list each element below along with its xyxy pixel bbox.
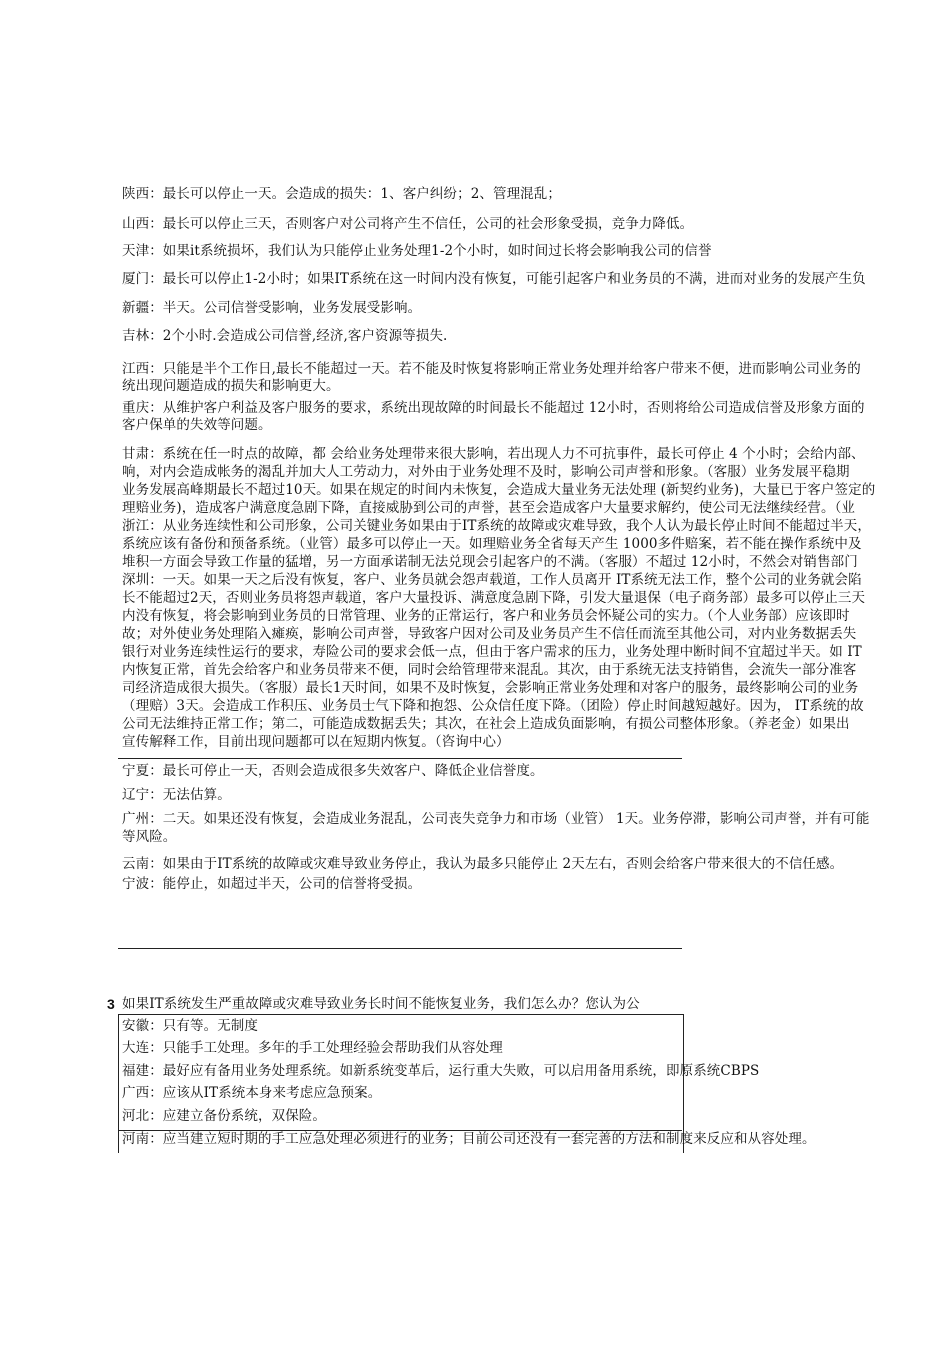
response-shenzhen-line-3: 内没有恢复，将会影响到业务员的日常管理、业务的正常运行，客户和业务员会怀疑公司的实力。（个人业务部）应该即时 xyxy=(122,608,850,624)
response-shenzhen-line-7: 司经济造成很大损失。（客服）最长1天时间，如果不及时恢复，会影响正常业务处理和对客户的服务，最终影响公司的业务 xyxy=(122,680,859,696)
question-text: 如果IT系统发生严重故障或灾难导致业务长时间不能恢复业务，我们怎么办？您认为公 xyxy=(122,996,640,1012)
response-zhejiang-line-2: 系统应该有备份和预备系统。（业管）最多可以停止一天。如理赔业务全省每天产生 1000多件赔案，若不能在操作系统中及 xyxy=(122,536,862,552)
separator-line xyxy=(118,758,682,759)
response-guangzhou-line-1: 广州：二天。如果还没有恢复，会造成业务混乱，公司丧失竞争力和市场（业管） 1天。业务停滞，影响公司声誉，并有可能 xyxy=(122,811,870,827)
response-ningbo: 宁波：能停止，如超过半天，公司的信誉将受损。 xyxy=(122,876,422,892)
response-henan: 河南：应当建立短时期的手工应急处理必须进行的业务；目前公司还没有一套完善的方法和制度来反应和从容处理。 xyxy=(122,1131,816,1147)
response-fujian: 福建：最好应有备用业务处理系统。如新系统变革后，运行重大失败，可以启用备用系统，即原系统CBPS xyxy=(122,1063,760,1079)
response-ningxia: 宁夏：最长可停止一天，否则会造成很多失效客户、降低企业信誉度。 xyxy=(122,763,544,779)
response-guangxi: 广西：应该从IT系统本身来考虑应急预案。 xyxy=(122,1085,382,1101)
question-number: 3 xyxy=(107,996,115,1012)
response-chongqing-line-1: 重庆：从维护客户利益及客户服务的要求，系统出现故障的时间最长不能超过 12小时，否则将给公司造成信誉及形象方面的 xyxy=(122,400,865,416)
response-hebei: 河北：应建立备份系统，双保险。 xyxy=(122,1108,326,1124)
response-shaanxi: 陕西：最长可以停止一天。会造成的损失：1、客户纠纷；2、管理混乱； xyxy=(122,186,561,202)
response-gansu-line-1: 甘肃：系统在任一时点的故障，都 会给业务处理带来很大影响，若出现人力不可抗事件，最长可停止 4 个小时；会给内部、 xyxy=(122,446,865,462)
response-gansu-line-4: 理赔业务)，造成客户满意度急剧下降，直接威胁到公司的声誉，甚至会造成客户大量要求解约，使公司无法继续经营。（业 xyxy=(122,500,856,516)
response-dalian: 大连：只能手工处理。多年的手工处理经验会帮助我们从容处理 xyxy=(122,1040,503,1056)
section-end-line xyxy=(118,948,682,949)
response-shenzhen-line-2: 长不能超过2天，否则业务员将怨声载道，客户大量投诉、满意度急剧下降，引发大量退保（电子商务部）最多可以停止三天 xyxy=(122,590,866,606)
response-tianjin: 天津：如果it系统损坏，我们认为只能停止业务处理1-2个小时，如时间过长将会影响我公司的信誉 xyxy=(122,243,712,259)
response-guangzhou-line-2: 等风险。 xyxy=(122,829,177,845)
response-shenzhen-line-8: （理赔）3天。会造成工作积压、业务员士气下降和抱怨、公众信任度下降。（团险）停止时间越短越好。因为， IT系统的故 xyxy=(122,698,864,714)
response-zhejiang-line-3: 堆积一方面会导致工作量的猛增，另一方面承诺制无法兑现会引起客户的不满。（客服）不超过 12小时，不然会对销售部门 xyxy=(122,554,858,570)
response-shanxi: 山西：最长可以停止三天，否则客户对公司将产生不信任，公司的社会形象受损，竞争力降低。 xyxy=(122,216,694,232)
response-xiamen: 厦门：最长可以停止1-2小时；如果IT系统在这一时间内没有恢复，可能引起客户和业务员的不满，进而对业务的发展产生负 xyxy=(122,271,866,287)
response-yunnan: 云南：如果由于IT系统的故障或灾难导致业务停止，我认为最多只能停止 2天左右，否则会给客户带来很大的不信任感。 xyxy=(122,856,844,872)
response-jiangxi-line-2: 统出现问题造成的损失和影响更大。 xyxy=(122,378,340,394)
response-gansu-line-2: 响，对内会造成帐务的渴乱并加大人工劳动力，对外由于业务处理不及时，影响公司声誉和形象。（客服）业务发展平稳期 xyxy=(122,464,850,480)
response-shenzhen-line-6: 内恢复正常，首先会给客户和业务员带来不便，同时会给管理带来混乱。其次，由于系统无法支持销售，会流失一部分准客 xyxy=(122,662,857,678)
response-shenzhen-line-9: 公司无法维持正常工作；第二，可能造成数据丢失；其次，在社会上造成负面影响，有损公司整体形象。（养老金）如果出 xyxy=(122,716,850,732)
response-jiangxi-line-1: 江西：只能是半个工作日,最长不能超过一天。若不能及时恢复将影响正常业务处理并给客户带来不便，进而影响公司业务的 xyxy=(122,361,861,377)
response-zhejiang-line-1: 浙江：从业务连续性和公司形象，公司关键业务如果由于IT系统的故障或灾难导致，我个人认为最长停止时间不能超过半天， xyxy=(122,518,871,534)
response-liaoning: 辽宁：无法估算。 xyxy=(122,787,231,803)
response-xinjiang: 新疆：半天。公司信誉受影响，业务发展受影响。 xyxy=(122,300,422,316)
response-anhui: 安徽：只有等。无制度 xyxy=(122,1018,258,1034)
response-shenzhen-line-5: 银行对业务连续性运行的要求，寿险公司的要求会低一点，但由于客户需求的压力，业务处理中断时间不宜超过半天。如 IT xyxy=(122,644,862,660)
response-shenzhen-line-10: 宣传解释工作，目前出现问题都可以在短期内恢复。（咨询中心） xyxy=(122,734,510,750)
response-gansu-line-3: 业务发展高峰期最长不超过10天。如果在规定的时间内未恢复，会造成大量业务无法处理 (新契约业务)，大量已于客户签定的 xyxy=(122,482,876,498)
response-jilin: 吉林：2个小时.会造成公司信誉,经济,客户资源等损失. xyxy=(122,328,448,344)
response-shenzhen-line-1: 深圳：一天。如果一天之后没有恢复，客户、业务员就会怨声载道，工作人员离开 IT系统无法工作，整个公司的业务就会陷 xyxy=(122,572,862,588)
response-chongqing-line-2: 客户保单的失效等问题。 xyxy=(122,417,272,433)
response-shenzhen-line-4: 故；对外使业务处理陷入瘫痪，影响公司声誉，导致客户因对公司及业务员产生不信任而流至其他公司，对内业务数据丢失 xyxy=(122,626,857,642)
